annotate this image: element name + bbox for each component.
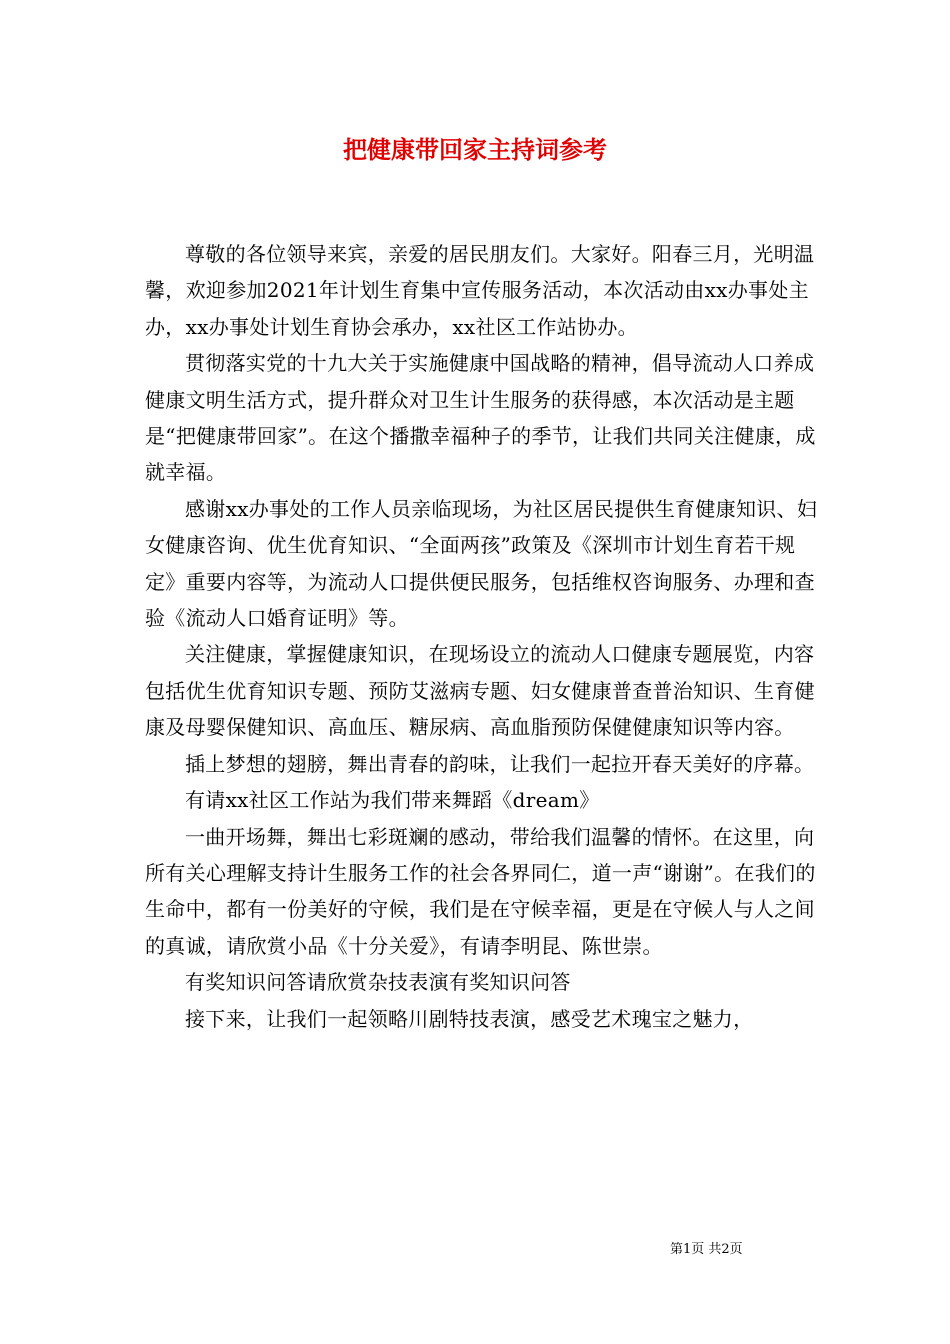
- paragraph: 关注健康，掌握健康知识，在现场设立的流动人口健康专题展览，内容包括优生优育知识专题、预防艾滋病专题、妇女健康普查普治知识、生育健康及母婴保健知识、高血压、糖尿病、高血脂预防保健健康知识等内容。: [145, 642, 815, 740]
- paragraph: 尊敬的各位领导来宾，亲爱的居民朋友们。大家好。阳春三月，光明温馨，欢迎参加2021年计划生育集中宣传服务活动，本次活动由xx办事处主办，xx办事处计划生育协会承办，xx社区工作站协办。: [145, 242, 815, 339]
- paragraph: 贯彻落实党的十九大关于实施健康中国战略的精神，倡导流动人口养成健康文明生活方式，提升群众对卫生计生服务的获得感，本次活动是主题是“把健康带回家”。在这个播撒幸福种子的季节，让我们共同关注健康，成就幸福。: [145, 351, 816, 485]
- paragraph: 插上梦想的翅膀，舞出青春的韵味，让我们一起拉开春天美好的序幕。: [185, 751, 815, 776]
- page-number: 第1页 共2页: [670, 1242, 743, 1257]
- document-body: [145, 236, 825, 1037]
- paragraph: 感谢xx办事处的工作人员亲临现场，为社区居民提供生育健康知识、妇女健康咨询、优生优育知识、“全面两孩”政策及《深圳市计划生育若干规定》重要内容等，为流动人口提供便民服务，包括维权咨询服务、办理和查验《流动人口婚育证明》等。: [145, 496, 818, 631]
- paragraph: 一曲开场舞，舞出七彩斑斓的感动，带给我们温馨的情怀。在这里，向所有关心理解支持计生服务工作的社会各界同仁，道一声“谢谢”。在我们的生命中，都有一份美好的守候，我们是在守候幸福，更是在守候人与人之间的真诚，请欣赏小品《十分关爱》，有请李明昆、陈世崇。: [145, 824, 816, 958]
- paragraph: 有奖知识问答请欣赏杂技表演有奖知识问答: [185, 970, 571, 995]
- paragraph: 有请xx社区工作站为我们带来舞蹈《dream》: [185, 788, 600, 813]
- document-title: 把健康带回家主持词参考: [343, 135, 607, 164]
- paragraph: 接下来，让我们一起领略川剧特技表演，感受艺术瑰宝之魅力，: [185, 1006, 754, 1031]
